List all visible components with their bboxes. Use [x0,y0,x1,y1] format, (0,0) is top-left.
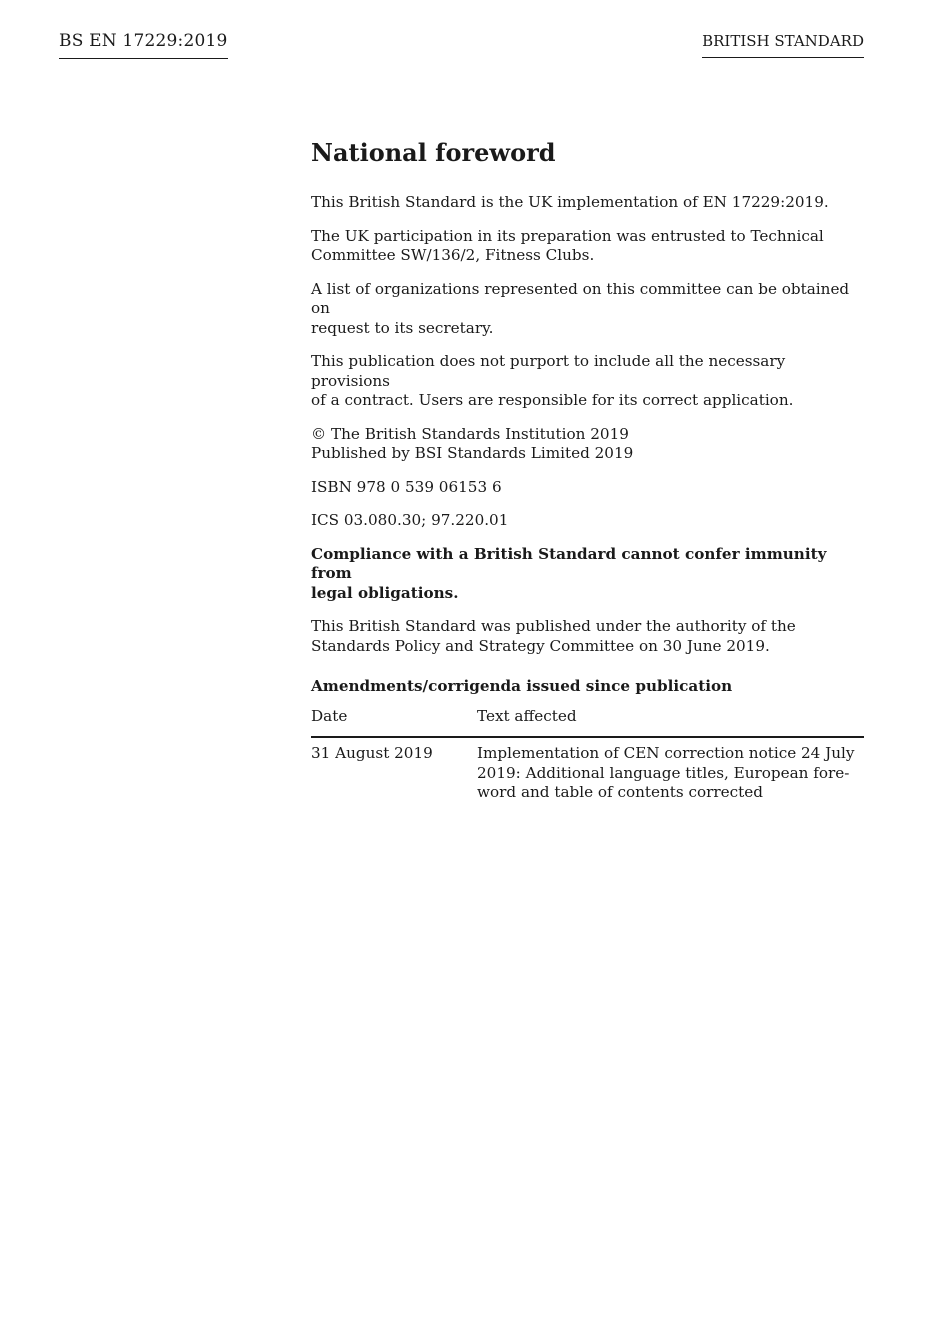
amendments-table [311,706,864,803]
table-header-row [311,706,864,737]
document-id: BS EN 17229:2019 [59,30,228,59]
committee-paragraph [311,227,864,266]
provisions-text-line-2: of a contract. Users are responsible for its correct application. [311,391,794,409]
copyright-paragraph [311,425,864,464]
isbn [311,478,864,498]
isbn-text: ISBN 978 0 539 06153 6 [311,477,502,496]
ics-text: ICS 03.080.30; 97.220.01 [311,511,509,529]
authority-text-line-2: Standards Policy and Strategy Committee on 30 June 2019. [311,636,770,655]
organizations-text-line-1: A list of organizations represented on this committee can be obtained on [311,279,850,317]
amendment-text-line-1: Implementation of CEN correction notice 24 July [477,744,855,762]
amendment-text-line-3: word and table of contents corrected [477,783,763,801]
implementation-text: This British Standard is the UK implementation of EN 17229:2019. [311,193,829,211]
compliance-paragraph [311,545,864,604]
implementation-paragraph [311,193,864,213]
compliance-text-line-1: Compliance with a British Standard cannot confer immunity from [311,544,827,582]
provisions-text-line-1: This publication does not purport to include all the necessary provisions [311,352,786,390]
compliance-text-line-2: legal obligations. [311,583,459,602]
copyright-text: © The British Standards Institution 2019 [311,424,629,443]
authority-text-line-1: This British Standard was published under the authority of the [311,617,796,635]
page-title: National foreword [311,138,556,167]
amendment-text-line-2: 2019: Additional language titles, European fore- [477,763,850,782]
organizations-paragraph [311,280,864,339]
document-type: BRITISH STANDARD [702,31,864,58]
committee-text-line-1: The UK participation in its preparation was entrusted to Technical [311,226,824,245]
ics [311,511,864,531]
provisions-paragraph [311,352,864,411]
authority-paragraph [311,617,864,656]
amendment-date: 31 August 2019 [311,744,433,762]
table-row [311,737,864,803]
organizations-text-line-2: request to its secretary. [311,318,494,337]
publisher-text: Published by BSI Standards Limited 2019 [311,444,634,462]
amendment-text [477,737,864,803]
column-header-date: Date [311,706,477,737]
committee-text-line-2: Committee SW/136/2, Fitness Clubs. [311,246,595,264]
amendments-heading: Amendments/corrigenda issued since publication [311,677,733,695]
column-header-text-affected: Text affected [477,706,864,737]
foreword-section [311,138,864,803]
